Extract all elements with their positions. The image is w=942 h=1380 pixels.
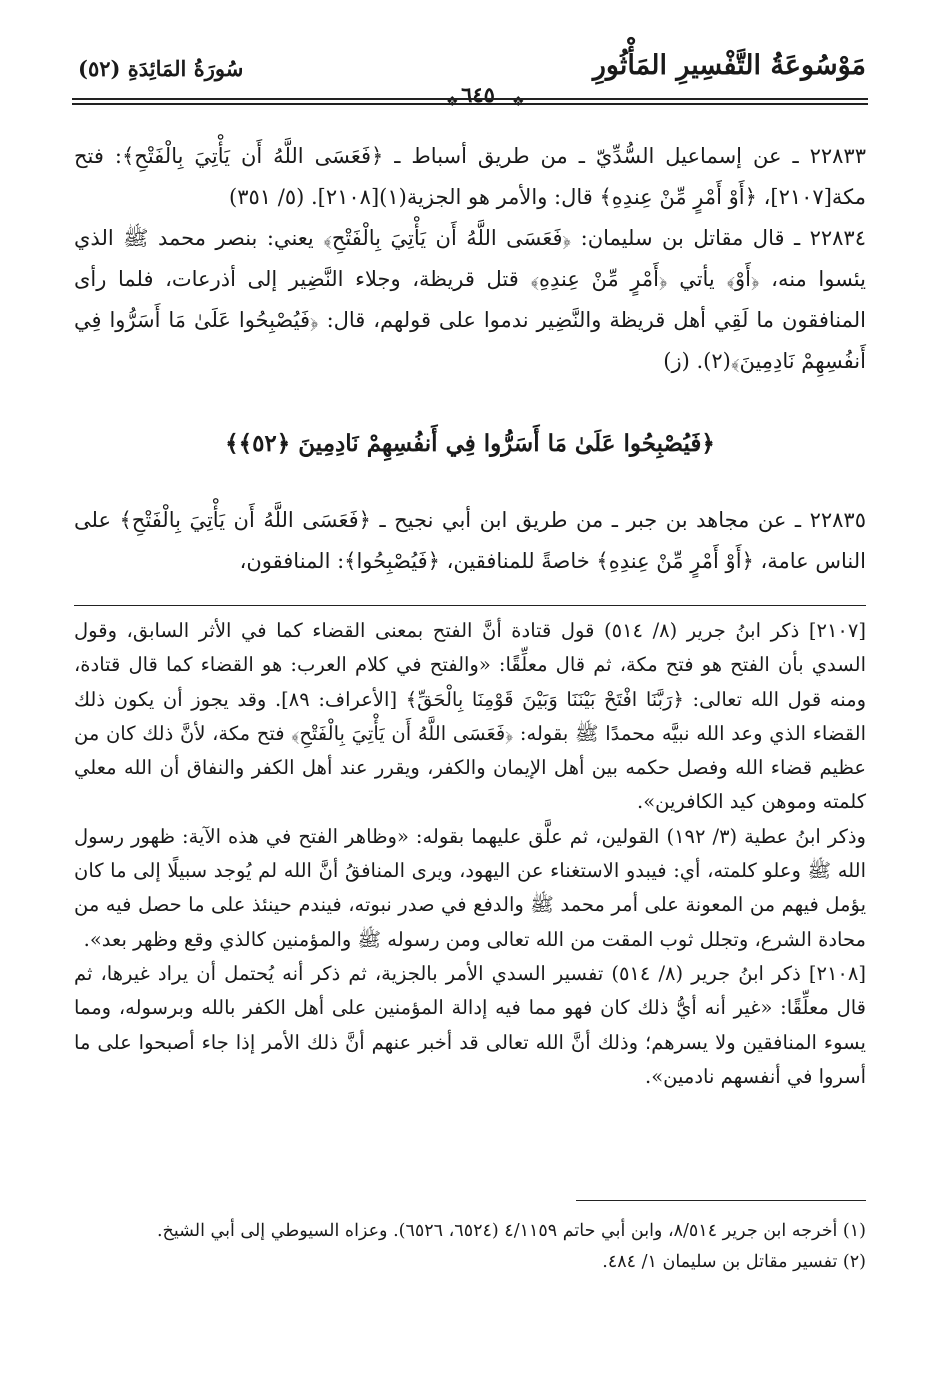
- commentary-notes: [74, 614, 866, 1094]
- note-2108: [٢١٠٨] ذكر ابنُ جرير (٨/ ٥١٤) تفسير السدي الأمر بالجزية، ثم ذكر أنه يُحتمل أن يراد غيرها، ثم قال معلِّقًا: «غير أنه أيُّ ذلك كان فهو مما فيه إدالة المؤمنين على أهل الكفر بالله وبرسوله، ومما يسوء المنافقين ولا يسرهم؛ وذلك أنَّ الله تعالى قد أخبر عنهم أنَّ ذلك الأمر إذا جاء أصبحوا على ما أسروا في أنفسهم نادمين».: [74, 961, 866, 1088]
- notes-separator: [74, 605, 866, 606]
- footnote-2: (٢) تفسير مقاتل بن سليمان ١/ ٤٨٤.: [602, 1252, 866, 1272]
- entry-text: ٢٢٨٣٥ ـ عن مجاهد بن جبر ـ من طريق ابن أبي نجيح ـ ﴿فَعَسَى اللَّهُ أَن يَأْتِيَ بِالْفَتْحِ﴾ على الناس عامة، ﴿أَوْ أَمْرٍ مِّنْ عِندِهِ﴾ خاصةً للمنافقين، ﴿فَيُصْبِحُوا﴾: المنافقون،: [74, 508, 866, 573]
- entry-22834: [74, 218, 866, 382]
- ornament-left: ❖: [446, 94, 459, 110]
- footnote-1: (١) أخرجه ابن جرير ٨/٥١٤، وابن أبي حاتم ٤/١١٥٩ (٦٥٢٤، ٦٥٢٦). وعزاه السيوطي إلى أبي الشيخ.: [156, 1221, 866, 1241]
- footnotes: [74, 1216, 866, 1278]
- surah-title: سُورَةُ المَائِدَةِ (٥٢): [78, 56, 244, 81]
- entry-22835: [74, 500, 866, 582]
- page-number: ٦٤٥: [461, 82, 495, 107]
- entry-text: ٢٢٨٣٣ ـ عن إسماعيل السُّدِّيّ ـ من طريق أسباط ـ ﴿فَعَسَى اللَّهُ أَن يَأْتِيَ بِالْفَتْحِ﴾: فتح مكة[٢١٠٧]، ﴿أَوْ أَمْرٍ مِّنْ عِندِهِ﴾ قال: والأمر هو الجزية(١)[٢١٠٨]. (٥/ ٣٥١): [74, 144, 866, 209]
- ornament-right: ❖: [512, 94, 525, 110]
- verse-heading: ﴿فَيُصْبِحُوا عَلَىٰ مَا أَسَرُّوا فِي أَنفُسِهِمْ نَادِمِينَ ﴿٥٢﴾﴾: [225, 430, 715, 457]
- header-rule: [72, 98, 868, 100]
- entry-text: ٢٢٨٣٤ ـ قال مقاتل بن سليمان: ﴿فَعَسَى اللَّهُ أَن يَأْتِيَ بِالْفَتْحِ﴾ يعني: بنصر محمد ﷺ الذي يئسوا منه، ﴿أَوْ﴾ يأتي ﴿أَمْرٍ مِّنْ عِندِهِ﴾ قتل قريظة، وجلاء النَّضِير إلى أذرعات، فلما رأى المنافقون ما لَقِي أهل قريظة والنَّضِير ندموا على قولهم، قال: ﴿فَيُصْبِحُوا عَلَىٰ مَا أَسَرُّوا فِي أَنفُسِهِمْ نَادِمِينَ﴾(٢). (ز): [74, 226, 866, 373]
- header-rule-2: [72, 103, 868, 105]
- entry-22833: [74, 136, 866, 218]
- footnote-separator: [576, 1200, 866, 1201]
- book-title: مَوْسُوعَةُ التَّفْسِيرِ المَأْثُورِ: [592, 50, 866, 81]
- note-ibn-atiyya: وذكر ابنُ عطية (٣/ ١٩٢) القولين، ثم علَّق عليهما بقوله: «وظاهر الفتح في هذه الآية: ظهور رسول الله ﷺ وعلو كلمته، أي: فيبدو الاستغناء عن اليهود، ويرى المنافقُ أنَّ الله لم يُوجد سبيلًا إلى ما كان يؤمل فيهم من المعونة على أمر محمد ﷺ والدفع في صدر نبوته، فيندم حينئذ على ما حصل فيه من محادة الشرع، وتجلل ثوب المقت من الله تعالى ومن رسوله ﷺ والمؤمنين كالذي وقع وظهر بعد».: [74, 824, 866, 951]
- note-2107: [٢١٠٧] ذكر ابنُ جرير (٨/ ٥١٤) قول قتادة أنَّ الفتح بمعنى القضاء كما في الأثر السابق، وقول السدي بأن الفتح هو فتح مكة، ثم قال معلِّقًا: «والفتح في كلام العرب: هو القضاء كما قال قتادة، ومنه قول الله تعالى: ﴿رَبَّنَا افْتَحْ بَيْنَنَا وَبَيْنَ قَوْمِنَا بِالْحَقِّ﴾ [الأعراف: ٨٩]. وقد يجوز أن يكون ذلك القضاء الذي وعد الله نبيَّه محمدًا ﷺ بقوله: ﴿فَعَسَى اللَّهُ أَن يَأْتِيَ بِالْفَتْحِ﴾ فتح مكة، لأنَّ ذلك كان من عظيم قضاء الله وفصل حكمه بين أهل الإيمان والكفر، ويقرر عند أهل الكفر والنفاق أن الله معلي كلمته وموهن كيد الكافرين».: [74, 619, 866, 814]
